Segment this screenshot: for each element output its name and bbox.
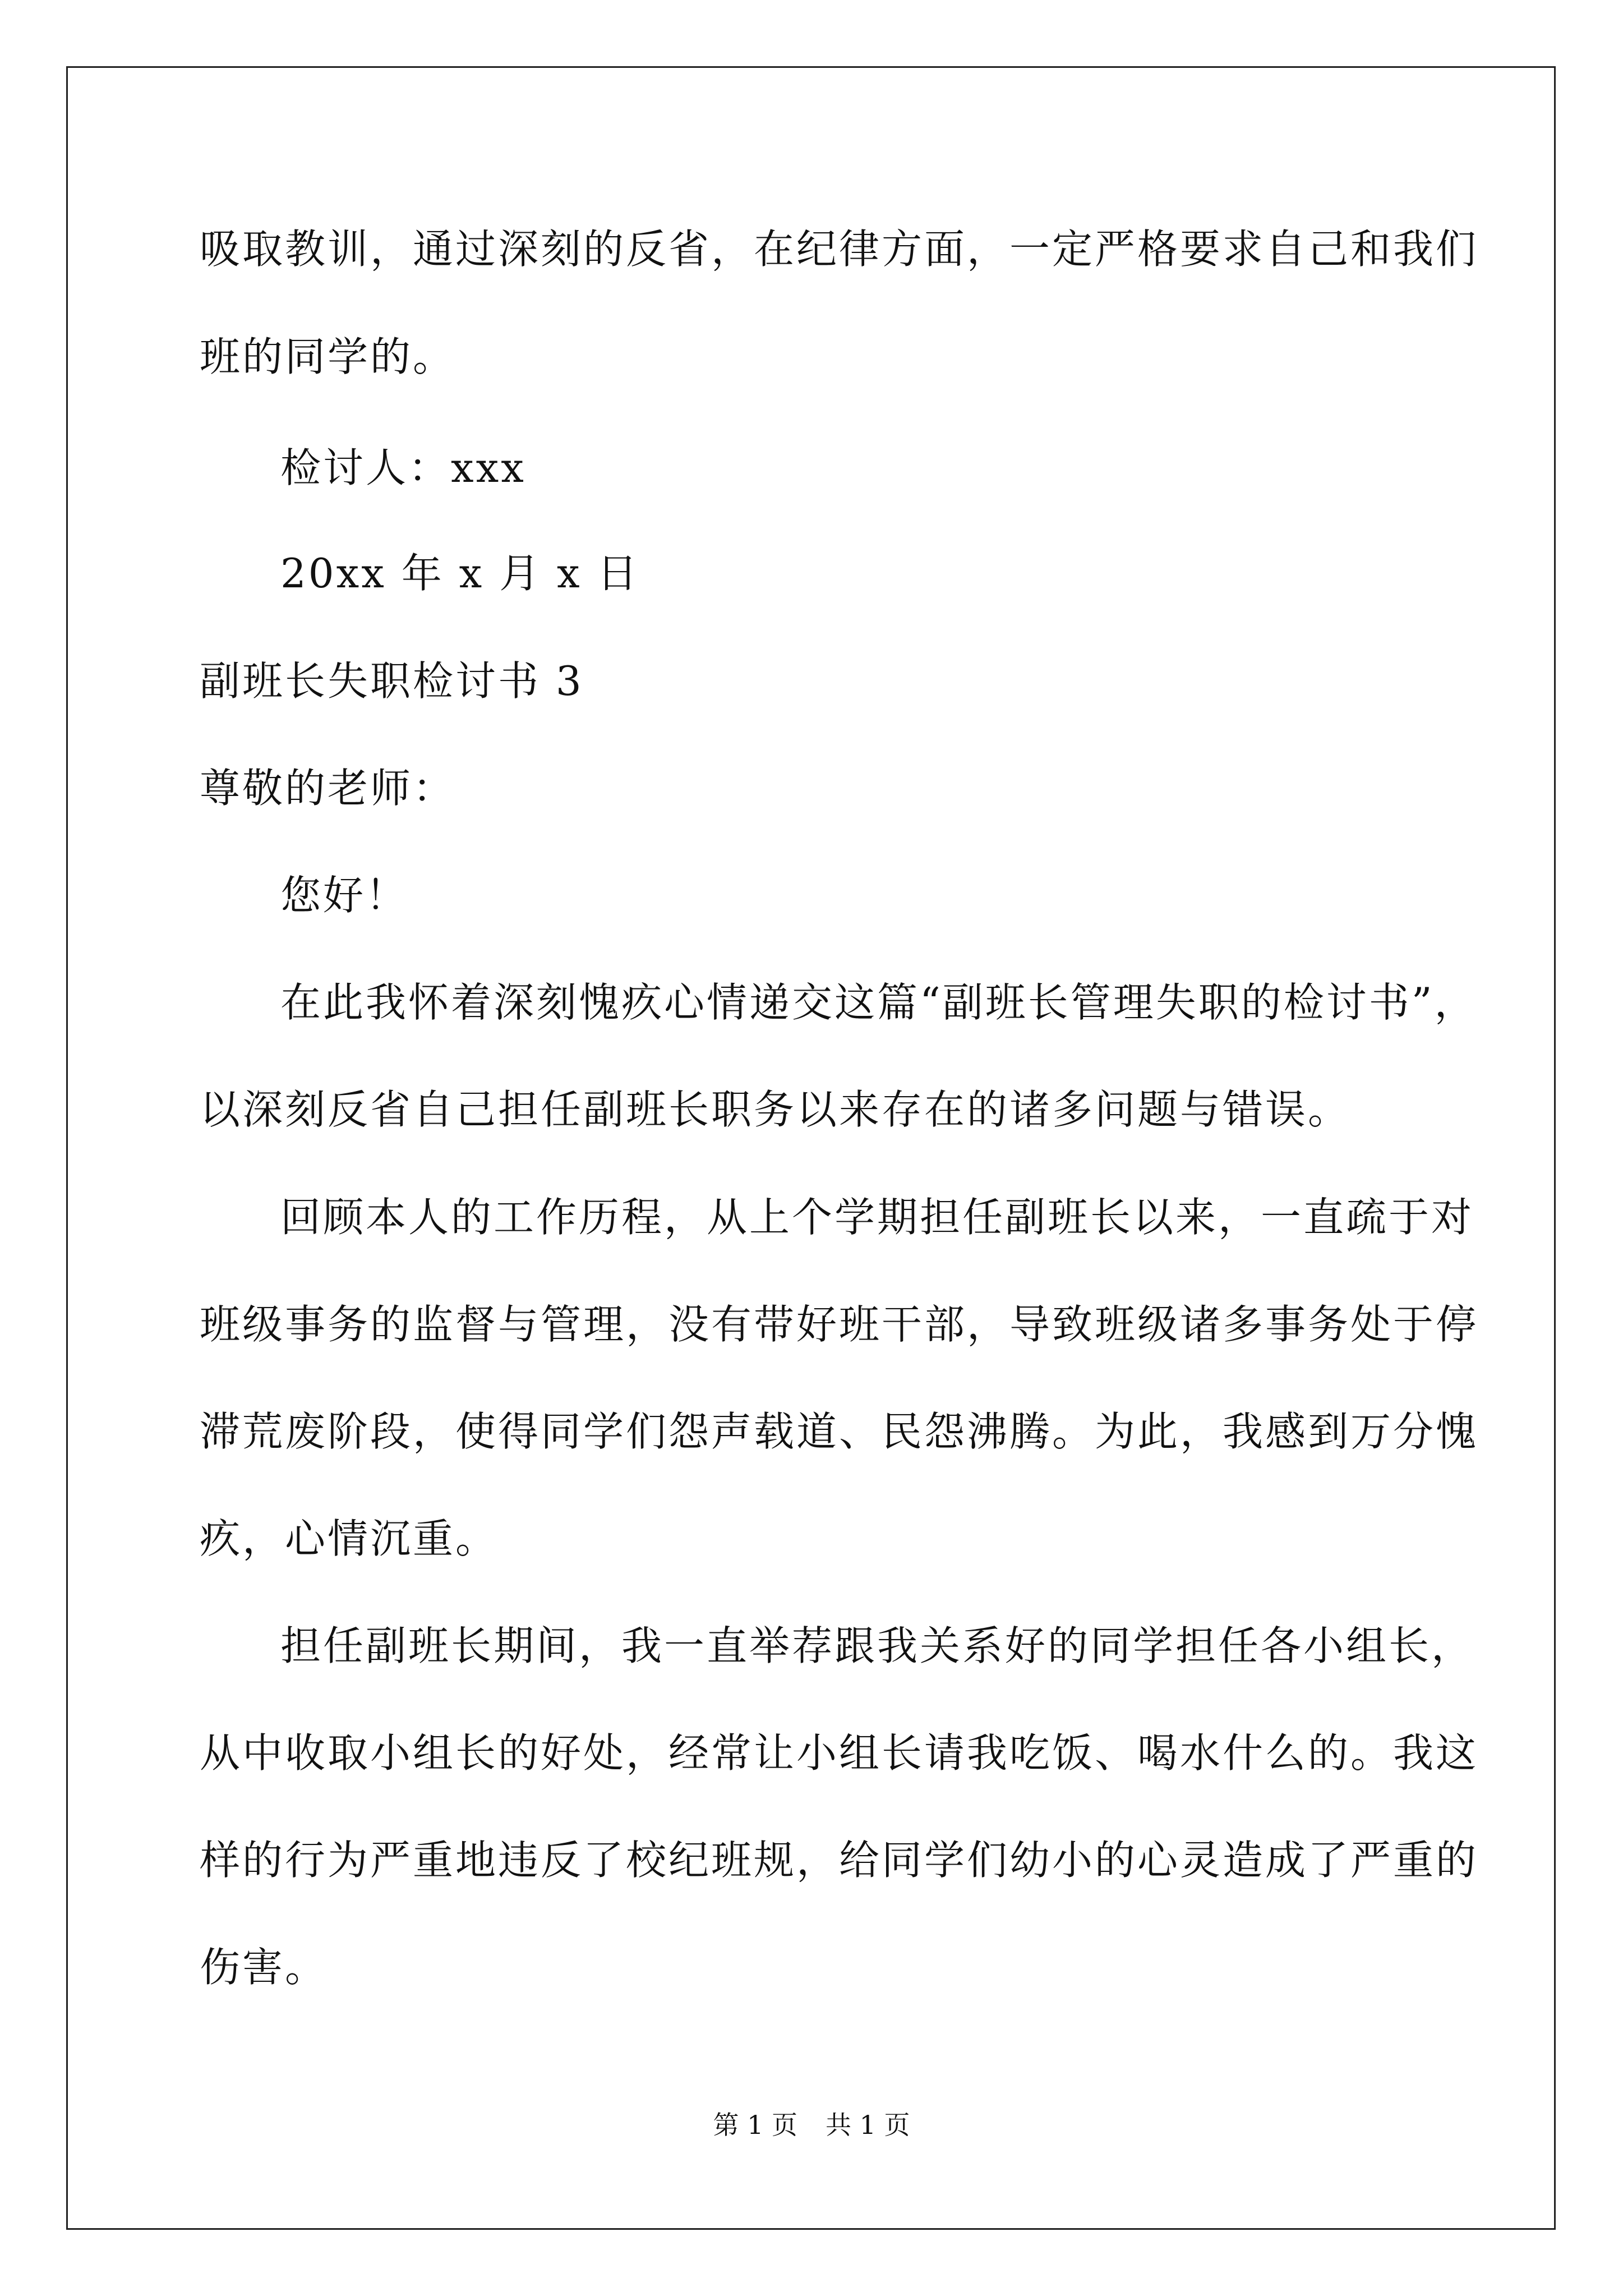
- body-text-line: 滞荒废阶段，使得同学们怨声载道、民怨沸腾。为此，我感到万分愧: [200, 1408, 1479, 1455]
- date-line: 20xx 年 x 月 x 日: [280, 550, 640, 597]
- salutation: 尊敬的老师：: [200, 765, 456, 812]
- body-text-line: 班的同学的。: [200, 333, 456, 380]
- body-text-line: 在此我怀着深刻愧疚心情递交这篇“副班长管理失职的检讨书”，: [280, 979, 1477, 1026]
- body-text-line: 以深刻反省自己担任副班长职务以来存在的诸多问题与错误。: [200, 1086, 1351, 1133]
- greeting: 您好！: [280, 872, 409, 919]
- signature-line: 检讨人：xxx: [280, 444, 526, 491]
- body-text-line: 班级事务的监督与管理，没有带好班干部，导致班级诸多事务处于停: [200, 1301, 1479, 1348]
- body-text-line: 吸取教训，通过深刻的反省，在纪律方面，一定严格要求自己和我们: [200, 226, 1479, 273]
- body-text-line: 回顾本人的工作历程，从上个学期担任副班长以来，一直疏于对: [280, 1194, 1474, 1241]
- page-number: 第 1 页: [713, 2110, 797, 2140]
- body-text-line: 疚，心情沉重。: [200, 1515, 499, 1562]
- body-text-line: 从中收取小组长的好处，经常让小组长请我吃饭、喝水什么的。我这: [200, 1729, 1479, 1777]
- page-total: 共 1 页: [826, 2110, 910, 2140]
- body-text-line: 伤害。: [200, 1944, 328, 1991]
- page-border: [66, 66, 1556, 2230]
- section-title: 副班长失职检讨书 3: [200, 657, 584, 705]
- body-text-line: 样的行为严重地违反了校纪班规，给同学们幼小的心灵造成了严重的: [200, 1837, 1479, 1884]
- page-footer: [0, 2112, 1623, 2138]
- body-text-line: 担任副班长期间，我一直举荐跟我关系好的同学担任各小组长，: [280, 1622, 1474, 1669]
